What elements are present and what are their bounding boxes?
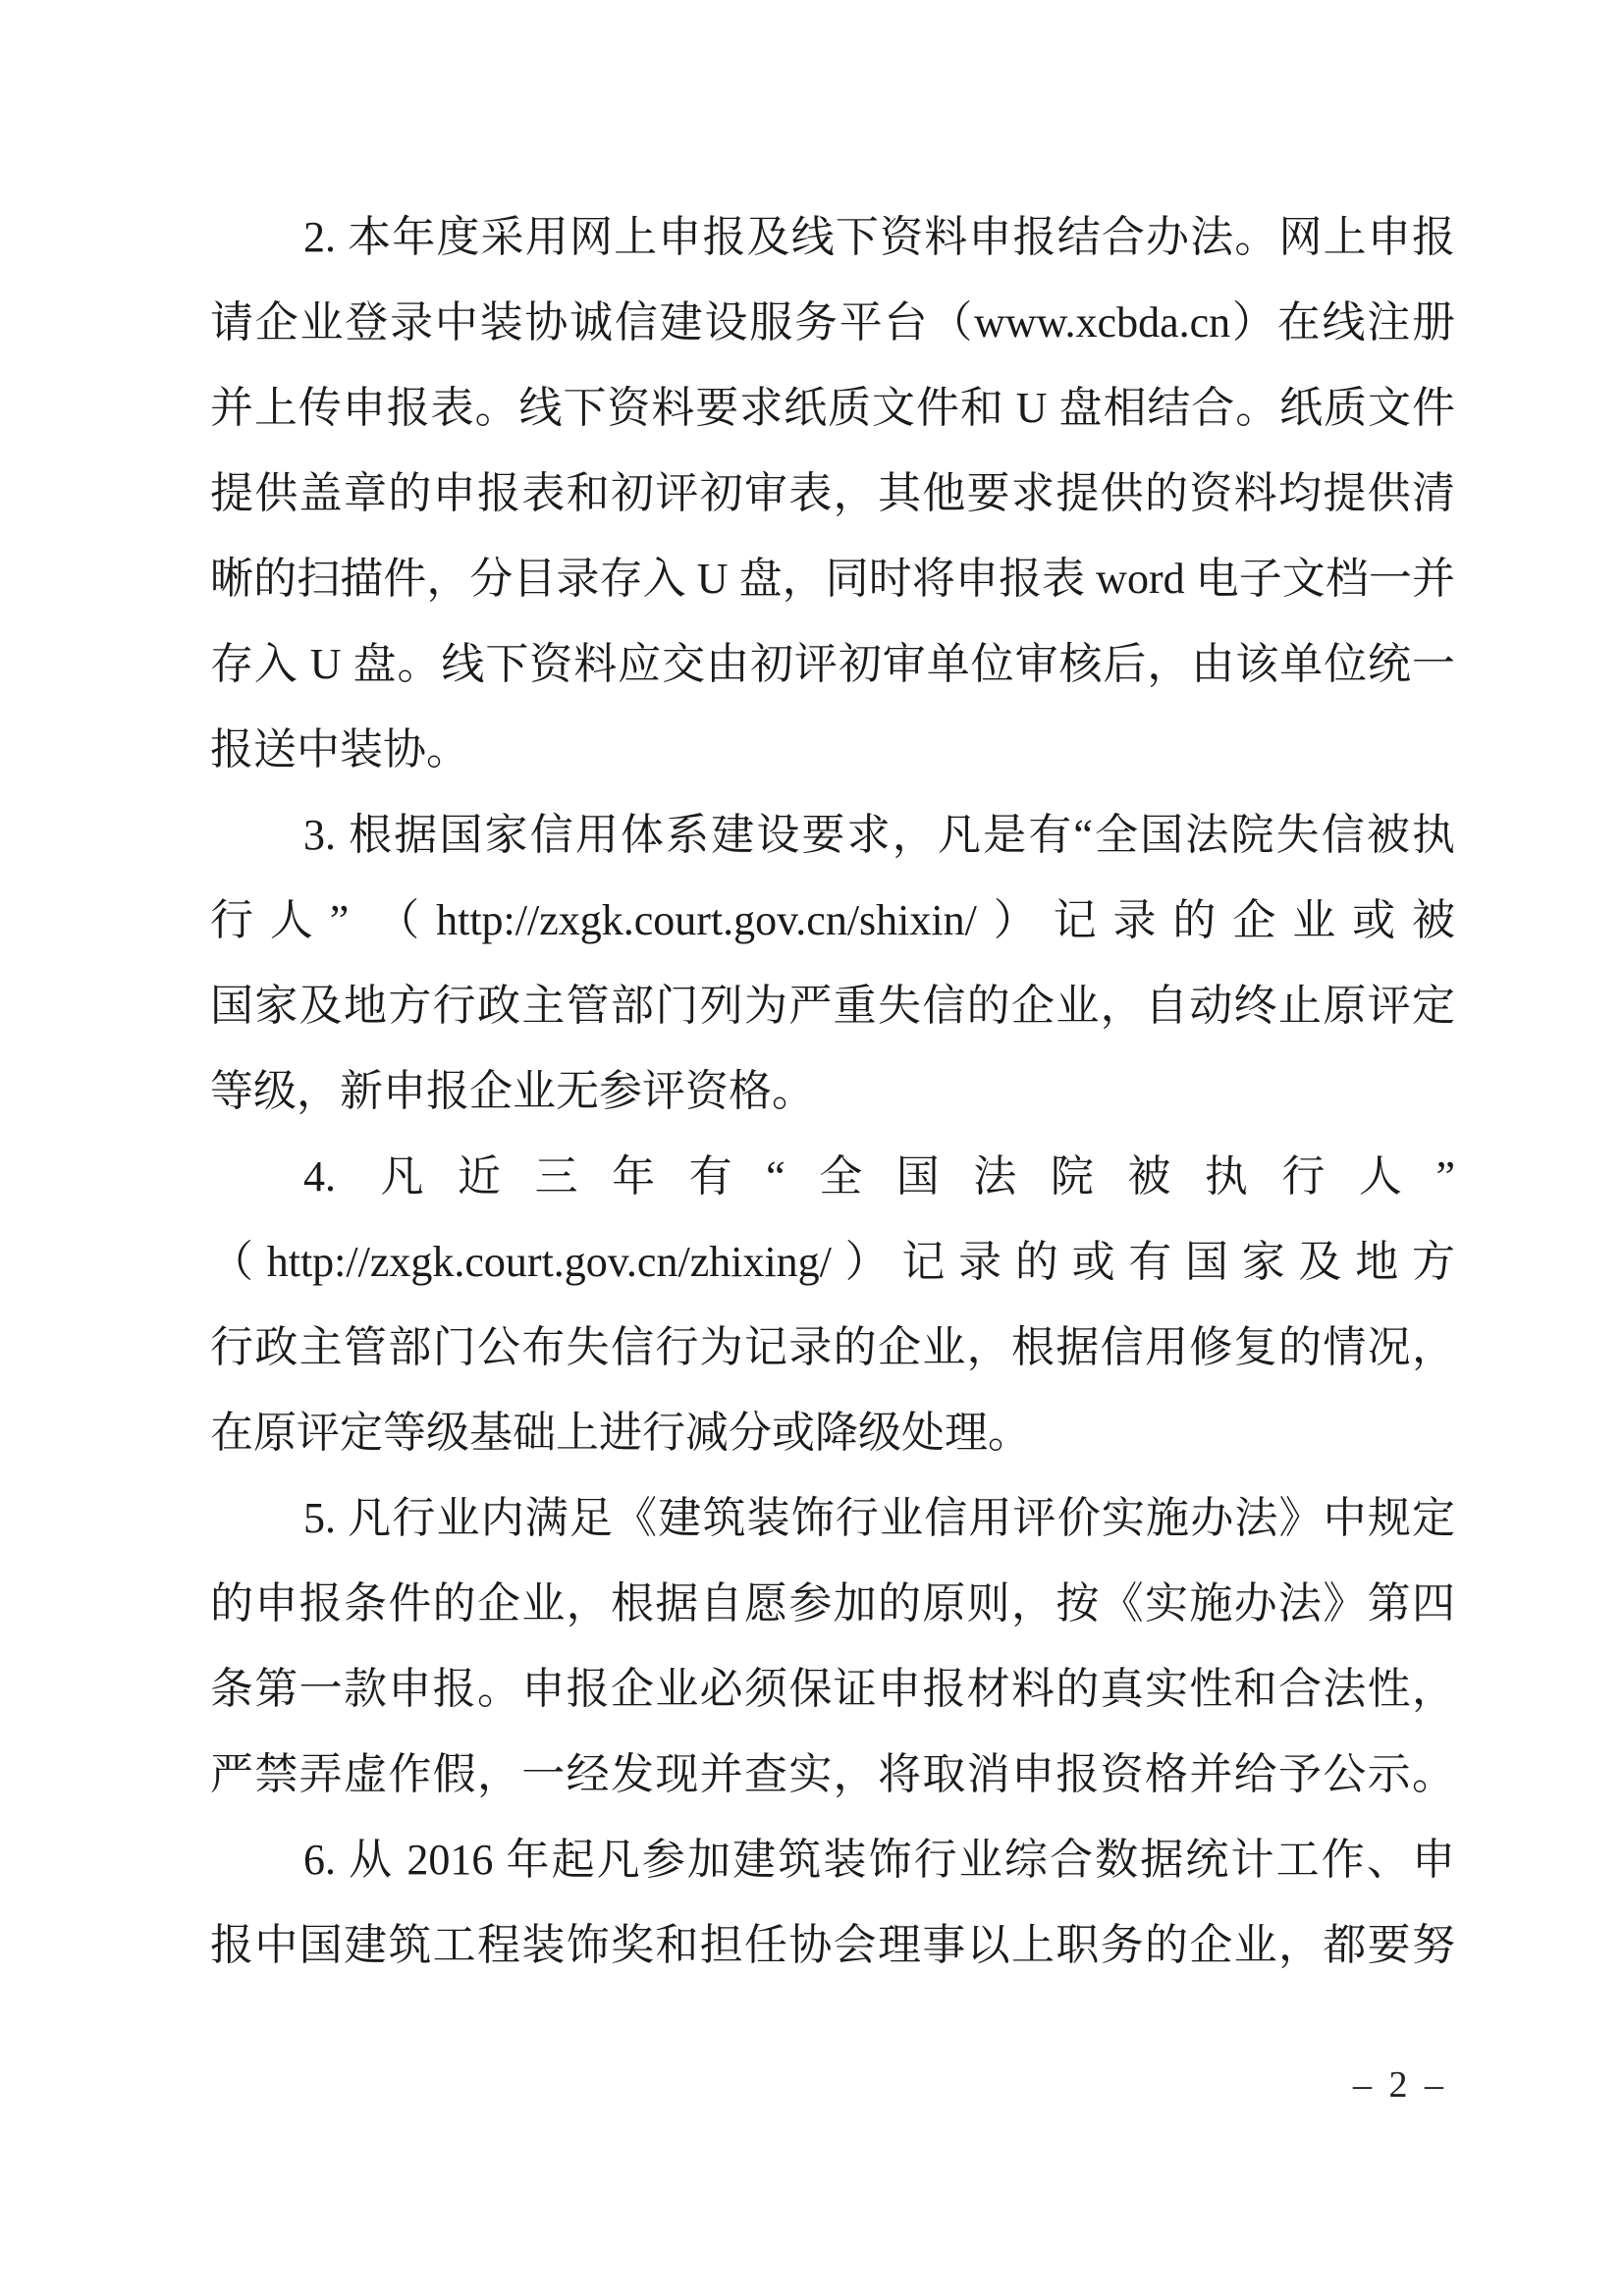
text-line: 6. 从 2016 年起凡参加建筑装饰行业综合数据统计工作、申 [303,1836,1455,1884]
text-line: 严禁弄虚作假，一经发现并查实，将取消申报资格并给予公示。 [210,1750,1455,1798]
text-line: 2. 本年度采用网上申报及线下资料申报结合办法。网上申报 [303,213,1455,261]
text-line: 晰的扫描件，分目录存入 U 盘，同时将申报表 word 电子文档一并 [210,555,1455,603]
text-line: 3. 根据国家信用体系建设要求，凡是有“全国法院失信被执 [303,811,1455,859]
page-number: – 2 – [1353,2064,1447,2106]
text-line: 行政主管部门公布失信行为记录的企业，根据信用修复的情况， [210,1323,1455,1371]
text-line: 在原评定等级基础上进行减分或降级处理。 [210,1409,1031,1457]
text-block [210,194,1455,1988]
text-line: 行人” （http://zxgk.court.gov.cn/shixin/）记录的企业或被 [210,896,1455,944]
text-line: 等级，新申报企业无参评资格。 [210,1067,815,1115]
text-line: 报中国建筑工程装饰奖和担任协会理事以上职务的企业，都要努 [210,1921,1455,1969]
text-line: 5. 凡行业内满足《建筑装饰行业信用评价实施办法》中规定 [303,1494,1455,1542]
text-line: 提供盖章的申报表和初评初审表，其他要求提供的资料均提供清 [210,469,1455,517]
text-line: 报送中装协。 [210,725,469,774]
text-line: 并上传申报表。线下资料要求纸质文件和 U 盘相结合。纸质文件 [210,384,1455,432]
text-line: 国家及地方行政主管部门列为严重失信的企业，自动终止原评定 [210,982,1455,1030]
text-line: 存入 U 盘。线下资料应交由初评初审单位审核后，由该单位统一 [210,640,1455,688]
text-line: 4. 凡近三年有“全国法院被执行人” [303,1152,1455,1201]
text-line: 条第一款申报。申报企业必须保证申报材料的真实性和合法性， [210,1665,1455,1713]
text-line: （http://zxgk.court.gov.cn/zhixing/）记录的或有国家及地方 [210,1238,1455,1286]
text-line: 请企业登录中装协诚信建设服务平台（www.xcbda.cn）在线注册 [210,298,1455,347]
text-line: 的申报条件的企业，根据自愿参加的原则，按《实施办法》第四 [210,1579,1455,1628]
